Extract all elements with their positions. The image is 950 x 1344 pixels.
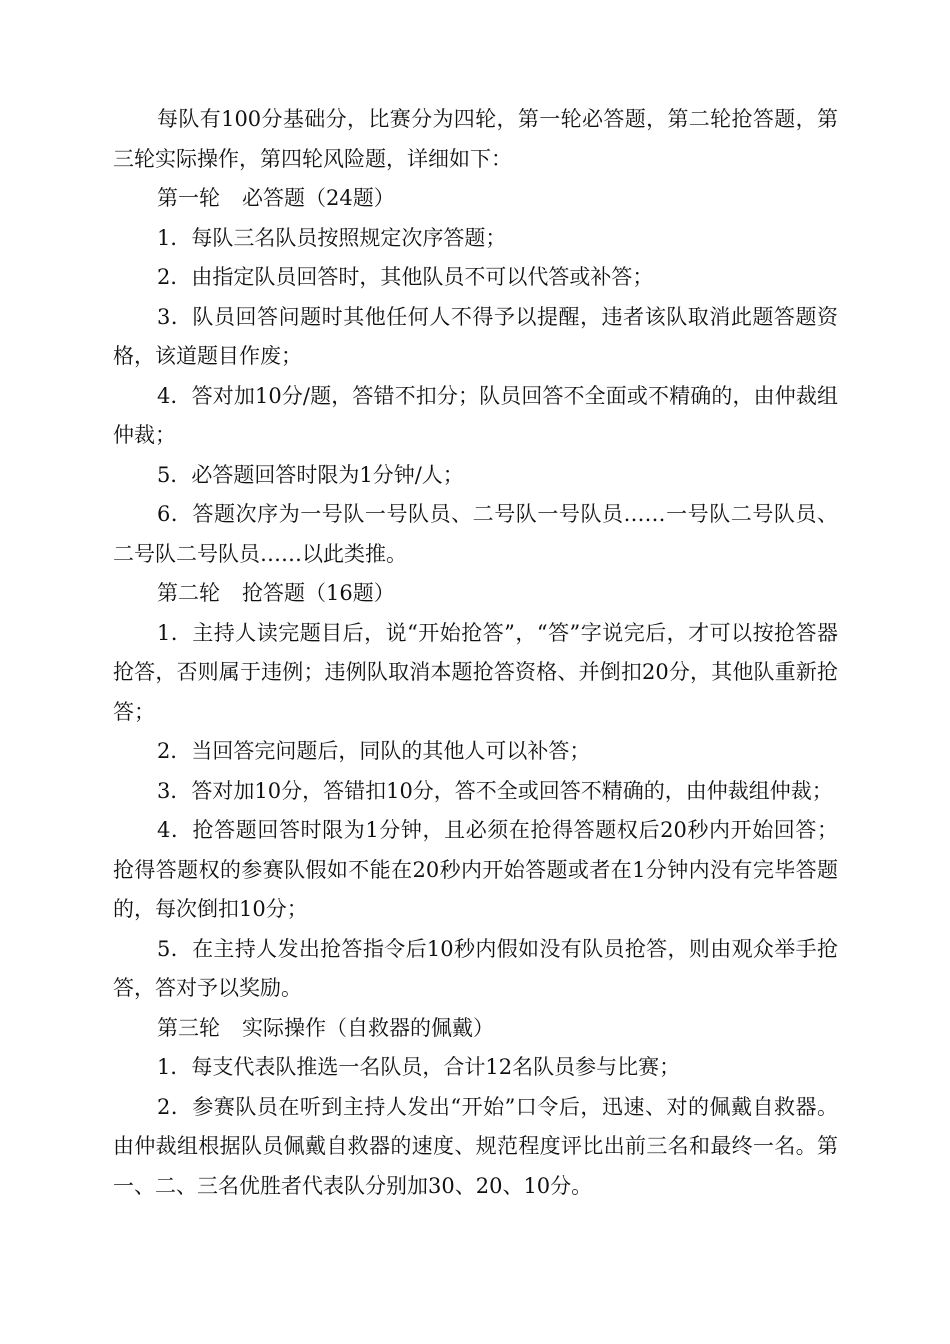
round1-item-3: 3．队员回答问题时其他任何人不得予以提醒，违者该队取消此题答题资格，该道题目作废； (113, 304, 838, 368)
round2-item-5: 5．在主持人发出抢答指令后10秒内假如没有队员抢答，则由观众举手抢答，答对予以奖励。 (113, 936, 838, 1000)
round1-item-6: 6．答题次序为一号队一号队员、二号队一号队员……一号队二号队员、二号队二号队员……以此类推。 (113, 502, 838, 566)
round1-heading (113, 179, 838, 219)
round3-item-1: 1．每支代表队推选一名队员，合计12名队员参与比赛； (157, 1055, 681, 1079)
round3-label: 第三轮 (157, 1015, 220, 1040)
round3-item-2: 2．参赛队员在听到主持人发出“开始”口令后，迅速、对的佩戴自救器。由仲裁组根据队员佩戴自救器的速度、规范程度评比出前三名和最终一名。第一、二、三名优胜者代表队分别加30、20、10分。 (113, 1094, 838, 1198)
document-page (113, 100, 838, 1206)
round1-item-2: 2．由指定队员回答时，其他队员不可以代答或补答； (157, 265, 654, 289)
round2-title: 抢答题（16题） (242, 581, 395, 605)
round2-item-2: 2．当回答完问题后，同队的其他人可以补答； (157, 739, 591, 763)
round3-title: 实际操作（自救器的佩戴） (242, 1015, 494, 1040)
round2-label: 第二轮 (157, 581, 220, 605)
round1-item-4: 4．答对加10分/题，答错不扣分；队员回答不全面或不精确的，由仲裁组仲裁； (113, 383, 838, 447)
round3-heading (113, 1009, 838, 1049)
round2-item-1: 1．主持人读完题目后，说“开始抢答”，“答”字说完后，才可以按抢答器抢答，否则属于违例；违例队取消本题抢答资格、并倒扣20分，其他队重新抢答； (113, 620, 838, 724)
round1-label: 第一轮 (157, 186, 220, 210)
round2-item-4: 4．抢答题回答时限为1分钟，且必须在抢得答题权后20秒内开始回答；抢得答题权的参赛队假如不能在20秒内开始答题或者在1分钟内没有完毕答题的，每次倒扣10分； (113, 818, 838, 921)
round2-heading (113, 574, 838, 614)
round2-item-3: 3．答对加10分，答错扣10分，答不全或回答不精确的，由仲裁组仲裁； (157, 778, 833, 803)
intro-paragraph: 每队有100分基础分，比赛分为四轮，第一轮必答题，第二轮抢答题，第三轮实际操作，第四轮风险题，详细如下： (113, 107, 838, 171)
round1-item-1: 1．每队三名队员按照规定次序答题； (157, 225, 507, 250)
round1-item-5: 5．必答题回答时限为1分钟/人； (157, 462, 464, 487)
round1-title: 必答题（24题） (242, 186, 395, 210)
